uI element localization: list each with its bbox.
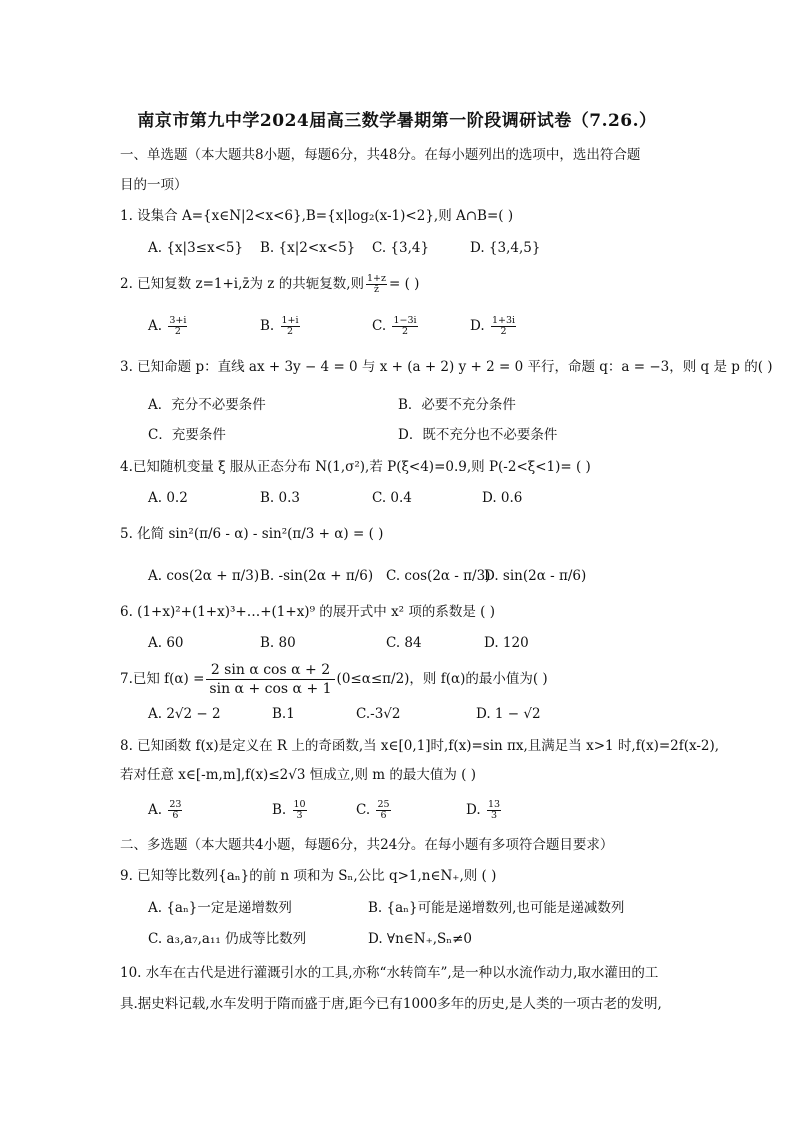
question-4-option-b: B. 0.3 [260, 490, 300, 506]
question-3-option-a: A．充分不必要条件 [148, 397, 266, 413]
question-5-option-c: C. cos(2α - π/3) [386, 568, 491, 584]
question-2-option-b: B. $\frac{1+i}{2}$ [260, 315, 299, 337]
question-7-stem-pre: 7.已知 f(α) = [120, 671, 205, 687]
question-3-option-d: D．既不充分也不必要条件 [398, 427, 558, 443]
question-8-option-a: A. $\frac{23}{6}$ [148, 799, 182, 821]
question-8-option-b: B. $\frac{10}{3}$ [272, 799, 306, 821]
question-7-option-c: C.-3√2 [356, 706, 401, 722]
question-4-option-c: C. 0.4 [372, 490, 412, 506]
question-7-option-b: B.1 [272, 706, 295, 722]
question-9-option-c: C. a₃,a₇,a₁₁ 仍成等比数列 [148, 931, 307, 947]
question-1-option-c: C. {3,4} [372, 240, 430, 256]
question-7-denominator: sin α + cos α + 1 [209, 681, 332, 697]
question-9-option-b: B. {aₙ}可能是递增数列,也可能是递减数列 [368, 900, 625, 916]
question-6-option-d: D. 120 [484, 635, 529, 651]
question-2-stem-denominator: z̄ [374, 284, 380, 295]
question-8-option-d: D. $\frac{13}{3}$ [466, 799, 501, 821]
section1-heading-line1: 一、单选题（本大题共8小题，每题6分，共48分。在每小题列出的选项中，选出符合题 [120, 147, 641, 163]
question-7-numerator: 2 sin α cos α + 2 [206, 661, 334, 680]
question-9-option-a: A. {aₙ}一定是递增数列 [148, 900, 292, 916]
question-5-stem: 5. 化简 sin²(π/6 - α) - sin²(π/3 + α) = ( ) [120, 526, 384, 542]
question-6-option-a: A. 60 [148, 635, 184, 651]
question-3-option-c: C．充要条件 [148, 427, 226, 443]
question-4-stem: 4.已知随机变量 ξ 服从正态分布 N(1,σ²),若 P(ξ<4)=0.9,则 P(-2<ξ<1)= ( ) [120, 459, 591, 475]
question-10-line2: 具.据史料记载,水车发明于隋而盛于唐,距今已有1000多年的历史,是人类的一项古老的发明, [120, 996, 662, 1012]
question-2-option-a: A. $\frac{3+i}{2}$ [148, 315, 187, 337]
question-10-line1: 10. 水车在古代是进行灌溉引水的工具,亦称“水转筒车”,是一种以水流作动力,取水灌田的工 [120, 965, 659, 981]
section2-heading: 二、多选题（本大题共4小题，每题6分，共24分。在每小题有多项符合题目要求） [120, 837, 614, 853]
question-8-line2: 若对任意 x∈[-m,m],f(x)≤2√3 恒成立,则 m 的最大值为 ( ) [120, 767, 476, 783]
question-2-stem-post: = ( ) [389, 276, 420, 292]
question-7-stem-post: (0≤α≤π/2)，则 f(α)的最小值为( ) [336, 671, 548, 687]
exam-title: 南京市第九中学2024届高三数学暑期第一阶段调研试卷（7.26.） [137, 111, 657, 131]
question-8-line1: 8. 已知函数 f(x)是定义在 R 上的奇函数,当 x∈[0,1]时,f(x)=sin πx,且满足当 x>1 时,f(x)=2f(x-2), [120, 738, 720, 754]
question-3-stem: 3. 已知命题 p：直线 ax + 3y − 4 = 0 与 x + (a + 2) y + 2 = 0 平行，命题 q：a = −3，则 q 是 p 的( ) [120, 359, 773, 375]
question-7-fraction [206, 661, 334, 698]
question-1-stem: 1. 设集合 A={x∈N|2<x<6},B={x|log₂(x-1)<2},则 A∩B=( ) [120, 208, 514, 224]
question-7-stem [120, 660, 548, 698]
question-2-stem-fraction [366, 274, 387, 295]
question-4-option-d: D. 0.6 [482, 490, 523, 506]
question-1-option-b: B. {x|2<x<5} [260, 240, 356, 256]
question-1-option-a: A. {x|3≤x<5} [148, 240, 244, 256]
question-4-option-a: A. 0.2 [148, 490, 188, 506]
section1-heading-line2: 目的一项） [120, 177, 188, 193]
question-7-option-d: D. 1 − √2 [476, 706, 541, 722]
question-9-option-d: D. ∀n∈N₊,Sₙ≠0 [368, 931, 472, 947]
question-5-option-b: B. -sin(2α + π/6) [260, 568, 374, 584]
question-7-option-a: A. 2√2 − 2 [148, 706, 221, 722]
question-9-stem: 9. 已知等比数列{aₙ}的前 n 项和为 Sₙ,公比 q>1,n∈N₊,则 ( ) [120, 868, 497, 884]
question-6-option-c: C. 84 [386, 635, 422, 651]
question-6-stem: 6. (1+x)²+(1+x)³+…+(1+x)⁹ 的展开式中 x² 项的系数是 ( ) [120, 604, 496, 620]
question-2-option-d: D. $\frac{1+3i}{2}$ [470, 315, 516, 337]
question-3-option-b: B．必要不充分条件 [398, 397, 516, 413]
question-5-option-d: D. sin(2α - π/6) [484, 568, 587, 584]
question-6-option-b: B. 80 [260, 635, 296, 651]
question-1-option-d: D. {3,4,5} [470, 240, 541, 256]
question-8-option-c: C. $\frac{25}{6}$ [356, 799, 390, 821]
question-2-stem [120, 274, 419, 295]
question-2-stem-pre: 2. 已知复数 z=1+i,z̄为 z 的共轭复数,则 [120, 276, 364, 292]
question-5-option-a: A. cos(2α + π/3) [148, 568, 260, 584]
question-2-stem-numerator: 1+z [367, 273, 387, 284]
question-2-option-c: C. $\frac{1-3i}{2}$ [372, 315, 417, 337]
